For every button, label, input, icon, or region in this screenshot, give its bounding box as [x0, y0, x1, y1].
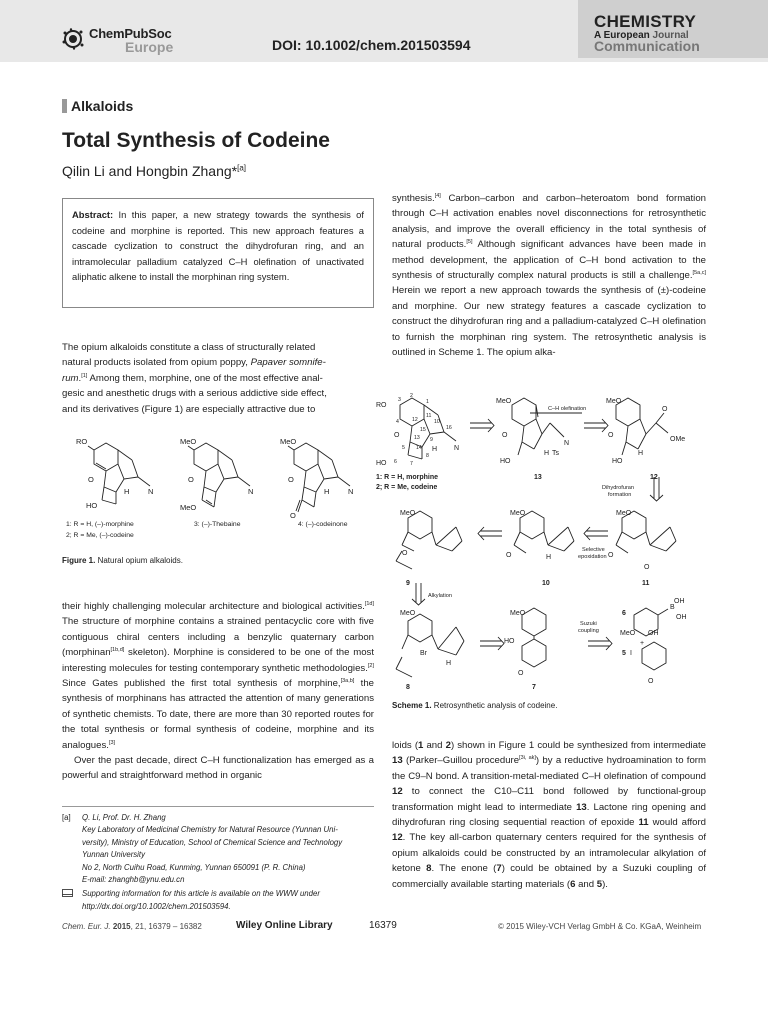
fig1-n-b: N — [248, 487, 254, 496]
intro-paragraph-1 — [62, 340, 374, 417]
scheme-o-5: O — [648, 678, 654, 685]
figure-1-caption — [62, 556, 183, 565]
citation-ref[interactable]: [3] — [108, 739, 116, 746]
footnotes — [62, 812, 374, 913]
text-span: Since Gates published the first total synthesis of morphine, — [62, 678, 341, 690]
atom-num: 8 — [426, 453, 429, 459]
atom-num: 1 — [426, 399, 429, 405]
scheme-meo-10: MeO — [510, 510, 526, 517]
page-number: 16379 — [369, 920, 397, 931]
citation-ref[interactable]: [2] — [367, 662, 374, 669]
text-line: natural products isolated from opium poppy, — [62, 357, 251, 369]
scheme-legend-1: 1: R = H, morphine — [376, 474, 439, 481]
atom-num: 4 — [396, 419, 399, 425]
intro-paragraph-2 — [62, 599, 374, 784]
codeinone-structure — [288, 443, 350, 512]
scheme-meo-9: MeO — [400, 510, 416, 517]
fig1-o-c: O — [288, 475, 294, 484]
globe-logo-icon — [62, 28, 84, 50]
compound-11: 11 — [642, 580, 650, 587]
compound-7: 7 — [532, 684, 536, 691]
right-paragraph-1 — [392, 191, 706, 360]
affil-line: Q. Li, Prof. Dr. H. Zhang — [82, 813, 166, 822]
step-coupling: coupling — [578, 628, 599, 634]
fig1-o: O — [88, 475, 94, 484]
fig1-h: H — [124, 487, 130, 496]
citation-ref[interactable]: [3i, ak] — [519, 755, 536, 762]
fig1-label-3: 3: (–)-Thebaine — [194, 521, 241, 528]
atom-num: 13 — [414, 435, 420, 441]
journal-title: CHEMISTRY — [594, 12, 697, 31]
atom-num: 5 — [402, 445, 405, 451]
scheme-o-11: O — [608, 552, 614, 559]
fig1-label-2: 2; R = Me, (–)-codeine — [66, 532, 134, 539]
citation-ref[interactable]: [5a,c] — [692, 269, 706, 276]
text-span: . The enone ( — [431, 863, 497, 875]
scheme-b-6: B — [670, 604, 675, 611]
text-span: The structure of morphine contains a strained pentacyclic core with five contiguous chiral centers including a benzylic quaternary carbon (morphinan — [62, 616, 374, 659]
abstract-label: Abstract: — [72, 209, 114, 220]
fig1-ho: HO — [86, 501, 98, 510]
abstract-text: In this paper, a new strategy towards the synthesis of codeine and morphine is reported. This new approach features a cascade cyclization to construct the dihydrofuran ring, and an intramolecular palladium catalyzed C–H olefination of unactivated aliphatic alkene to install the morphinan ring system. — [72, 209, 364, 283]
section-label — [62, 98, 133, 114]
compound-ref: 1 — [418, 740, 424, 751]
scheme-o-12: O — [608, 432, 614, 439]
scheme-ho-1: HO — [376, 460, 387, 467]
fig1-h-c: H — [324, 487, 330, 496]
scheme-h-13: H — [544, 450, 550, 457]
scheme-ro: RO — [376, 402, 387, 409]
footer-citation — [62, 922, 202, 931]
compound-12: 12 — [650, 474, 658, 481]
compound-13: 13 — [534, 474, 542, 481]
compound-ref: 12 — [392, 832, 403, 844]
scheme-oh-6a: OH — [674, 598, 685, 605]
scheme-meo-13: MeO — [496, 398, 512, 405]
article-title: Total Synthesis of Codeine — [62, 129, 330, 152]
text-span: ) could be obtained by a Suzuki coupling of commercially available starting materials ( — [392, 863, 706, 890]
fig1-label-4: 4: (–)-codeinone — [298, 521, 348, 528]
text-span: their highly challenging molecular architecture and biological activities. — [62, 601, 365, 612]
journal-abbrev: Chem. Eur. J. — [62, 922, 111, 931]
atom-num: 15 — [420, 427, 426, 433]
text-line: The opium alkaloids constitute a class of structurally related — [62, 342, 316, 353]
citation-ref[interactable]: [3a,b] — [340, 677, 355, 684]
text-span: Carbon–carbon and carbon–heteroatom bond formation through C–H activation enables novel disconnections for retrosynthetic analysis, and improve the overall efficiency in the total synthesis of natural products. — [392, 193, 706, 251]
footnote-rule — [62, 806, 374, 807]
scheme-oh-6c: OH — [648, 630, 659, 637]
compound-ref: 13 — [576, 801, 587, 813]
compound-ref: 5 — [596, 878, 603, 890]
atom-num: 11 — [426, 413, 432, 419]
text-span: (Parker–Guillou procedure — [402, 755, 520, 767]
fig1-meo-c: MeO — [280, 437, 297, 446]
si-link[interactable]: http://dx.doi.org/10.1002/chem.201503594. — [82, 901, 231, 911]
caption-label: Scheme 1. — [392, 701, 432, 710]
citation-ref[interactable]: [1d] — [364, 600, 374, 607]
caption-text: Retrosynthetic analysis of codeine. — [431, 701, 558, 710]
scheme-n-13: N — [564, 440, 570, 447]
step-dihydrofuran: Dihydrofuran — [602, 485, 635, 491]
text-span: to connect the C10–C11 bond followed by functional-group transformation might lead to intermediate — [392, 786, 706, 813]
atom-num: 14 — [416, 445, 422, 451]
atom-num: 6 — [394, 459, 397, 465]
scheme-meo-12: MeO — [606, 398, 622, 405]
footnote-mark: [a] — [62, 813, 71, 822]
text-span: . Lactone ring opening and dihydrofuran ring closing sequential reaction of epoxide — [392, 801, 706, 829]
affil-line: Key Laboratory of Medicinal Chemistry for Natural Resource (Yunnan Uni- — [82, 825, 338, 835]
atom-num: 9 — [430, 437, 433, 443]
atom-num: 2 — [410, 393, 413, 399]
step-epoxidation: epoxidation — [578, 554, 607, 560]
scheme-ho-13: HO — [500, 458, 511, 465]
text-span: and — [575, 878, 597, 890]
atom-num: 10 — [434, 419, 440, 425]
citation-year: 2015 — [110, 922, 131, 931]
scheme-o-12b: O — [662, 406, 668, 413]
scheme-legend-2: 2; R = Me, codeine — [376, 484, 438, 491]
intro-paragraph-3: Over the past decade, direct C–H functionalization has emerged as a powerful and straightforward method in organic — [62, 755, 374, 782]
publisher-logo[interactable] — [62, 26, 222, 56]
text-line: gesic and anesthetic drugs with a serious addictive side effect, — [62, 388, 327, 400]
scheme-i-5: I — [630, 650, 632, 657]
text-span: would afford — [648, 817, 706, 829]
fig1-o-b: O — [188, 475, 194, 484]
authors — [62, 163, 246, 179]
text-span: . The key all-carbon quaternary centers required for the synthesis of opium alkaloids could be constructed by an intramolecular alkylation of ketone — [392, 832, 706, 875]
text-span: ) shown in Figure 1 could be synthesized from intermediate — [450, 740, 707, 751]
caption-text: Natural opium alkaloids. — [95, 556, 183, 565]
step-ch-olefination: C–H olefination — [548, 406, 587, 412]
morphine-structure — [88, 443, 150, 504]
scheme-h-12: H — [638, 450, 644, 457]
publisher-sub: Europe — [125, 39, 174, 55]
scheme-o-11b: O — [644, 564, 650, 571]
fig1-n-c: N — [348, 487, 354, 496]
text-span: ) by a reductive hydroamination to form the C9–N bond. A transition-metal-mediated C–H olefination of compound — [392, 755, 706, 782]
scheme-o-13: O — [502, 432, 508, 439]
citation-ref[interactable]: [1b,d] — [110, 647, 125, 654]
step-suzuki: Suzuki — [580, 621, 597, 627]
italic-text: Papaver somnife- — [250, 357, 326, 369]
step-selective: Selective — [582, 547, 605, 553]
scheme-br-8: Br — [420, 650, 427, 657]
text-span: the synthesis of morphinans has attracted the attention of many generations of synthetic chemists. To date, there are more than 30 reported routes for the total synthesis or formal synthesis of codeine, morphine and its analogues. — [62, 678, 374, 751]
compound-9: 9 — [406, 580, 410, 587]
citation-ref[interactable]: [1] — [81, 372, 88, 379]
scheme-meo-11: MeO — [616, 510, 632, 517]
compound-8: 8 — [406, 684, 410, 691]
article-type: Communication — [594, 38, 700, 54]
scheme-h-10: H — [546, 554, 552, 561]
italic-text: rum — [62, 372, 79, 384]
scheme-o-1: O — [394, 432, 400, 439]
scheme-h-1: H — [432, 446, 438, 453]
citation-ref[interactable]: [4] — [434, 192, 441, 199]
author-names: Qilin Li and Hongbin Zhang* — [62, 163, 238, 179]
scheme-1 — [372, 393, 712, 695]
scheme-meo-7: MeO — [510, 610, 526, 617]
atom-num: 3 — [398, 397, 401, 403]
step-formation: formation — [608, 492, 632, 498]
compound-ref: 12 — [392, 786, 403, 798]
text-span: Herein we report a new approach towards the synthesis of (±)-codeine and morphine. Our new strategy features a cascade cyclization to construct the dihydrofuran ring and a palladium-catalyzed C–H olefination to furnish the morphinan ring system. The retrosynthetic analysis is outlined in Scheme 1. The opium alka- — [392, 285, 706, 359]
affil-line: Yunnan University — [82, 850, 145, 860]
text-line: and its derivatives (Figure 1) are especially attractive due to — [62, 403, 316, 415]
scheme-oh-6b: OH — [676, 614, 687, 621]
atom-num: 12 — [412, 417, 418, 423]
fig1-meo-b: MeO — [180, 437, 197, 446]
scheme-o-10: O — [506, 552, 512, 559]
scheme-h-8: H — [446, 660, 452, 667]
fig1-o-ketone: O — [290, 511, 296, 520]
author-affil-ref[interactable]: [a] — [237, 163, 247, 173]
si-line: Supporting information for this article is available on the WWW under — [82, 889, 320, 899]
compound-ref: 2 — [445, 740, 451, 751]
figure-1 — [62, 432, 374, 552]
step-alkylation: Alkylation — [428, 593, 452, 599]
thebaine-structure — [188, 443, 250, 507]
citation-ref[interactable]: [5] — [466, 239, 473, 246]
scheme-o-9: O — [402, 550, 408, 557]
compound-ref: 6 — [570, 878, 576, 890]
text-span: skeleton). Morphine is considered to be one of the most interesting molecules for testing contemporary synthetic methodologies. — [62, 647, 374, 674]
si-footnote — [62, 888, 374, 913]
atom-num: 16 — [446, 425, 452, 431]
scheme-ho-12: HO — [612, 458, 623, 465]
scheme-ts-13: Ts — [552, 450, 559, 457]
citation-pages: , 21, 16379 – 16382 — [130, 922, 202, 931]
fig1-meo-bottom: MeO — [180, 503, 197, 512]
footer-copyright: © 2015 Wiley-VCH Verlag GmbH & Co. KGaA, Weinheim — [498, 922, 702, 931]
text-span: loids ( — [392, 740, 419, 751]
scheme-meo-6: MeO — [620, 630, 636, 637]
compound-ref: 7 — [496, 863, 502, 875]
section-bar — [62, 99, 67, 113]
right-paragraph-2 — [392, 738, 706, 892]
fig1-label-1: 1: R = H, (–)-morphine — [66, 521, 134, 528]
journal-subtitle-a: A European — [594, 30, 650, 41]
scheme-n-1: N — [454, 445, 460, 452]
supporting-info-icon — [62, 889, 73, 897]
abstract-box — [62, 198, 374, 308]
text-span: and — [423, 740, 446, 751]
publisher-name: ChemPubSoc — [89, 26, 172, 41]
compound-5: 5 — [622, 650, 626, 657]
scheme-1-caption — [392, 701, 557, 710]
text-span: synthesis. — [392, 193, 435, 204]
section-text: Alkaloids — [71, 98, 134, 114]
scheme-meo-8: MeO — [400, 610, 416, 617]
affil-line: versity), Ministry of Education, School of Chemical Science and Technology — [82, 837, 343, 847]
scheme-plus: + — [640, 640, 645, 647]
text-span: Although significant advances have been made in method development, the application of C–H bond activation to the synthesis of structurally complex natural products is still a challenge. — [392, 239, 707, 282]
compound-6: 6 — [622, 610, 626, 617]
caption-label: Figure 1. — [62, 556, 96, 565]
compound-ref: 8 — [426, 863, 432, 875]
journal-subtitle-b: Journal — [652, 30, 689, 41]
scheme-o-7: O — [518, 670, 524, 677]
text-line: Among them, morphine, one of the most effective anal- — [87, 372, 323, 384]
text-line: . — [78, 372, 82, 384]
compound-10: 10 — [542, 580, 550, 587]
affiliation-footnote — [62, 812, 374, 886]
scheme-ho-7: HO — [504, 638, 515, 645]
email-link[interactable]: E-mail: zhanghb@ynu.edu.cn — [82, 875, 185, 885]
affil-line: No 2, North Cuihu Road, Kunming, Yunnan 650091 (P. R. China) — [82, 862, 306, 872]
wiley-online-library-link[interactable]: Wiley Online Library — [236, 920, 333, 931]
fig1-ro: RO — [76, 437, 88, 446]
compound-ref: 11 — [638, 817, 649, 829]
scheme-ome-12: OMe — [670, 436, 686, 443]
text-span: ). — [602, 878, 608, 890]
atom-num: 7 — [410, 461, 413, 467]
doi-link[interactable]: DOI: 10.1002/chem.201503594 — [272, 37, 471, 53]
compound-ref: 13 — [392, 755, 403, 767]
fig1-n: N — [148, 487, 154, 496]
